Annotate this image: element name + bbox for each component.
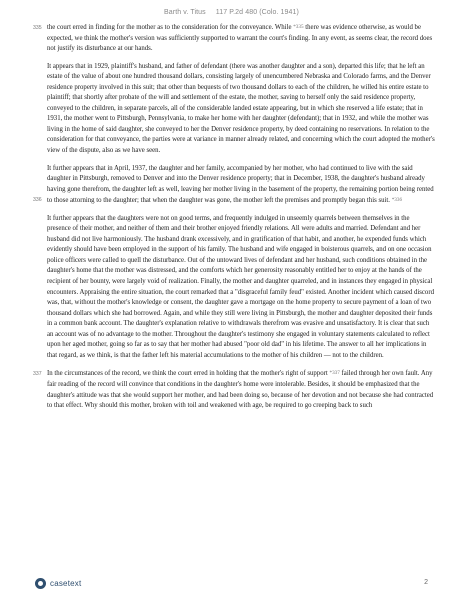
page-marker-337[interactable]: 337 <box>33 371 42 378</box>
paragraph-3-text: It further appears that in April, 1937, the daughter and her family, accompanied by her mother, who had continued to live with the said daughter in Pittsburgh, removed to Denver and into the Denver residence property; that in December, 1938, the daughter's husband already having gone therefrom, the daughter left as well, leaving her mother living in the basement of the property, the remaining portion being rented to those attorning to the daughter; that when the daughter was gone, the mother left the premises and promptly began this suit. <box>47 164 434 205</box>
casetext-logo[interactable] <box>35 578 81 589</box>
case-citation: 117 P.2d 480 (Colo. 1941) <box>215 9 299 16</box>
paragraph-5-text: In the circumstances of the record, we think the court erred in holding that the mother's right of support <box>47 370 330 378</box>
star-page-337[interactable]: *337 <box>329 370 340 377</box>
page-marker-335[interactable]: 335 <box>33 25 42 31</box>
paragraph-5 <box>33 368 435 411</box>
paragraph-5-text-cont: failed through her own fault. Any fair reading of the record will convince that conditions in the daughter's home were intolerable. Besides, it should be emphasized that the daughter's attitude was that she would support her mother, and had been doing so, because of her devotion and not because she had contracted to that effect. Why should this mother, broken with toil and weakened with age, be required to go creeping back to such <box>47 370 434 410</box>
casetext-logo-icon <box>35 578 46 589</box>
logo-text: casetext <box>50 579 82 588</box>
star-page-336[interactable]: *336 <box>391 197 403 204</box>
page-footer <box>35 577 428 591</box>
case-name: Barth v. Titus <box>164 9 206 16</box>
paragraph-4: It further appears that the daughters were not on good terms, and frequently indulged in unseemly quarrels between themselves in the presence of their mother, and neither of them and their brother enjoyed friendly relations. All were adults and married. Defendant and her husband did not live harmoniously. The husband drank excessively, and in gratification of that habit, and another, he expended funds which evidently should have been employed in the support of his family. The husband and wife engaged in boisterous quarrels, and on one occasion police officers were called to quell the disturbance. Out of the untoward lives of defendant and her husband, such conditions obtained in the daughter's home that the mother was distressed, and the comforts which her generosity reasonably entitled her to enjoy at the hands of the recipient of her bounty, were largely void of realization. Finally, the mother and daughter quarreled, and in instances they engaged in physical encounters. Appraising the entire situation, the court remarked that a "disgraceful family feud" existed. Another incident which caused discord was, that, without the mother's knowledge or consent, the daughter gave a mortgage on the home property to secure payment of a loan of two thousand dollars which she had borrowed. Again, and while they still were living in Pittsburgh, the mother and daughter deposited their funds in a common bank account. The daughter's explanation relative to withdrawals therefrom was evasive and unsatisfactory. It is clear that such an account was of no advantage to the mother. Throughout the daughter's testimony she engaged in voluntary statements calculated to reflect upon her aged mother, going so far as to say that her mother had abused "poor old dad" in his lifetime. The answer to all her implications in that regard, as we think, is that the father left his material accumulations to the mother of his children — not to the children. <box>47 214 434 359</box>
page-header <box>0 9 463 16</box>
page-marker-336[interactable]: 336 <box>33 197 42 204</box>
paragraph-1 <box>33 22 435 55</box>
paragraph-3 <box>33 164 435 207</box>
paragraph-2: It appears that in 1929, plaintiff's husband, and father of defendant (there was another daughter and a son), departed this life; that he left an estate of the value of about one hundred thousand dollars, consisting largely of unencumbered Nebraska and Colorado farms, and the Denver residence property involved in this suit; that other than bequests of two thousand dollars to each of the children, he willed his entire estate to plaintiff; that shortly after probate of the will and settlement of the estate, the mother, saving to herself only the said residence property, conveyed to the children, in separate parcels, all of the considerable landed estate appearing, but in which she reserved a life estate; that in 1931, the mother went to Pittsburgh, Pennsylvania, to make her home with her daughter (defendant); that in 1932, and while the mother was living in the home of said daughter, she conveyed to her the Denver residence property, by deed containing no reservations. In relation to the consideration for that conveyance, the parties were at variance in manner already related, and concerning which the court adopted the mother's view of the dispute, also as we have seen. <box>47 62 435 155</box>
star-page-335[interactable]: *335 <box>293 24 304 30</box>
paragraph-1-text: the court erred in finding for the mother as to the consideration for the conveyance. While <box>47 24 294 31</box>
page-number: 2 <box>424 579 428 586</box>
paragraph-1-text-cont: there was evidence otherwise, as would be expected, we think the mother's version was sufficiently supported to warrant the court's finding. In any event, as seems clear, the record does not justify its disturbance at our hands. <box>47 24 433 53</box>
opinion-body <box>33 22 435 419</box>
